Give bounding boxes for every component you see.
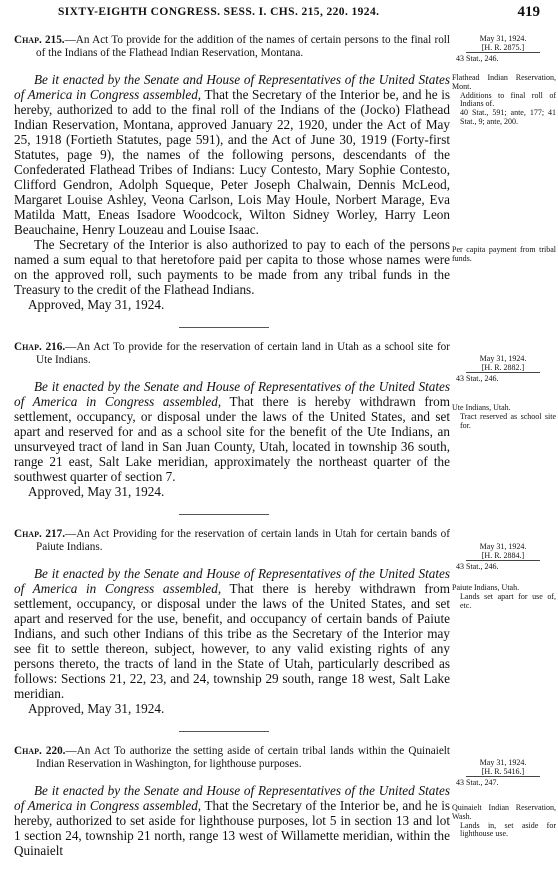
bill-number: [H. R. 2875.] — [466, 43, 540, 53]
stat-citation: 43 Stat., 247. — [456, 778, 499, 787]
bill-number: [H. R. 2882.] — [466, 363, 540, 373]
margin-note: 40 Stat., 591; ante, 177; 41 Stat., 9; ante, 200. — [460, 108, 556, 126]
chapter-title-text: —An Act To provide for the reservation of certain land in Utah as a school site for Ute Indians. — [36, 341, 450, 366]
chapter-217 — [14, 528, 450, 716]
bill-number: [H. R. 2884.] — [466, 551, 540, 561]
margin-note: Additions to final roll of Indians of. — [460, 90, 556, 109]
chapter-215-notes — [452, 74, 556, 127]
margin-note: Lands set apart for use of, etc. — [460, 591, 556, 610]
section-text: That there is hereby withdrawn from settlement, occupancy, or disposal under the laws of the United States, and set apart and reserved for and as a school site for the benefit of the Ute Indians, an unsurveyed tract of land in San Juan County, Utah, located in township 36 south, range 21 east, Salt Lake meridian, approximately the northeast quarter of the southwest quarter of section 7. — [14, 394, 451, 484]
enacting-clause: Be it enacted by the Senate and House of Representatives of the United States of America in Congress assembled, — [14, 566, 450, 596]
enacting-clause: Be it enacted by the Senate and House of Representatives of the United States of America in Congress assembled, — [14, 379, 450, 409]
chapter-label: Chap. 215. — [14, 34, 65, 46]
chapter-215 — [14, 34, 450, 312]
enacting-clause: Be it enacted by the Senate and House of Representatives of the United States of America in Congress assembled, — [14, 72, 450, 102]
margin-note: Paiute Indians, Utah. — [452, 583, 520, 592]
margin-note: Quinaielt Indian Reservation, Wash. — [452, 803, 556, 821]
chapter-title — [14, 34, 450, 59]
approval-line: Approved, May 31, 1924. — [28, 701, 165, 716]
chapter-label: Chap. 217. — [14, 528, 66, 540]
section-text: That the Secretary of the Interior be, and he is hereby, authorized to set aside for lighthouse purposes, lot 5 in section 13 and lot 1 section 24, township 21 north, range 13 west of Willamette meridian, within the Quinaielt — [14, 798, 450, 858]
chapter-label: Chap. 216. — [14, 341, 66, 353]
enacting-paragraph — [14, 783, 450, 858]
chapter-216-citation — [452, 354, 556, 383]
page-number: 419 — [517, 4, 540, 20]
chapter-220-notes — [452, 804, 556, 839]
margin-note: Tract reserved as school site for. — [460, 411, 556, 430]
approval-date: May 31, 1924. — [479, 758, 527, 767]
enacting-paragraph — [14, 566, 450, 701]
chapter-217-notes — [452, 584, 556, 610]
chapter-215-citation — [452, 34, 556, 63]
enacting-paragraph — [14, 379, 450, 484]
bill-number: [H. R. 5416.] — [466, 767, 540, 777]
chapter-title-text: —An Act Providing for the reservation of certain lands in Utah for certain bands of Paiute Indians. — [36, 528, 451, 553]
running-title: SIXTY-EIGHTH CONGRESS. SESS. I. CHS. 215, 220. 1924. — [58, 6, 380, 18]
approval-date: May 31, 1924. — [479, 542, 527, 551]
section-text: That the Secretary of the Interior be, and he is hereby, authorized to add to the final roll of the Indians of the (Jocko) Flathead Indian Reservation, Montana, approved January 22, 1920, under the Act of May 25, 1918 (Fortieth Statutes, page 591), and the Act of June 30, 1919 (Forty-first Statutes, page 9), the names of the following persons, descendants of the Confederated Flathead Tribes of Indians: Lucy Contesto, Mary Sophie Contesto, Clifford Gendron, Adolph Squeque, Peter Joseph Chalwain, Dennis McLeod, Margaret Louise Ashley, Veona Carlson, Lois May Houle, Norbert Marage, Eva Matilda Matt, Eneas Isadore Woodcock, Wilton Sidney Worley, Harry Leon Beauchaine, Henry Louzeau and Louise Isaac. — [14, 87, 450, 237]
approval-date: May 31, 1924. — [479, 354, 527, 363]
chapter-216-notes — [452, 404, 556, 430]
chapter-217-citation — [452, 542, 556, 571]
margin-note: Ute Indians, Utah. — [452, 403, 511, 412]
margin-note: Per capita payment from tribal funds. — [452, 245, 556, 263]
stat-citation: 43 Stat., 246. — [456, 562, 499, 571]
chapter-216 — [14, 341, 450, 499]
chapter-title — [14, 745, 450, 770]
chapter-215-notes-2 — [452, 246, 556, 264]
section-paragraph: The Secretary of the Interior is also authorized to pay to each of the persons named a sum equal to that heretofore paid per capita to those whose names were on the approved roll, such payments to be made from any tribal funds in the Treasury to the credit of the Flathead Indians. — [14, 237, 450, 297]
section-text: That there is hereby withdrawn from settlement, occupancy, or disposal under the laws of the United States, and set apart and reserved for the use, benefit, and occupancy of certain bands of Paiute Indians, and such other Indians of this tribe as the Secretary of the Interior may see fit to settle thereon, subject, however, to any valid existing rights of any persons thereto, the tracts of land in the State of Utah, particularly described as follows: Sections 21, 22, 23, and 24, township 29 south, range 18 west, Salt Lake meridian. — [14, 581, 451, 701]
approval-date: May 31, 1924. — [479, 34, 527, 43]
chapter-label: Chap. 220. — [14, 745, 66, 757]
chapter-220-citation — [452, 758, 556, 787]
main-column — [14, 34, 450, 858]
running-header — [58, 6, 540, 18]
margin-note: Lands in, set aside for lighthouse use. — [460, 820, 556, 839]
margin-note: Flathead Indian Reservation, Mont. — [452, 73, 556, 91]
approval-line: Approved, May 31, 1924. — [28, 297, 165, 312]
chapter-title-text: —An Act To authorize the setting aside of certain tribal lands within the Quinaielt Indian Reservation in Washington, for lighthouse purposes. — [36, 745, 451, 770]
stat-citation: 43 Stat., 246. — [456, 54, 499, 63]
chapter-title-text: —An Act To provide for the addition of the names of certain persons to the final roll of the Indians of the Flathead Indian Reservation, Montana. — [36, 34, 451, 59]
chapter-title — [14, 341, 450, 366]
stat-citation: 43 Stat., 246. — [456, 374, 499, 383]
enacting-paragraph — [14, 72, 450, 237]
enacting-clause: Be it enacted by the Senate and House of Representatives of the United States of America in Congress assembled, — [14, 783, 450, 813]
chapter-title — [14, 528, 450, 553]
chapter-220 — [14, 745, 450, 858]
approval-line: Approved, May 31, 1924. — [28, 484, 165, 499]
